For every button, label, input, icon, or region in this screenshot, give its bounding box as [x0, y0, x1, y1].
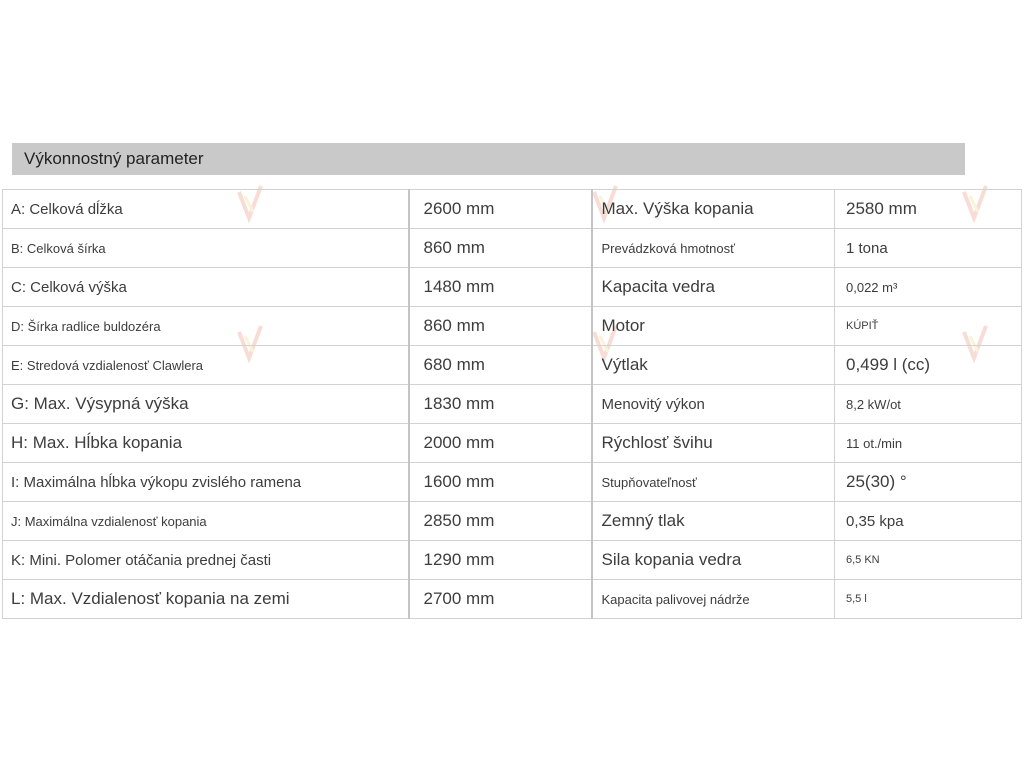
- right-label: Sila kopania vedra: [592, 541, 835, 580]
- right-label: Motor: [592, 307, 835, 346]
- left-value: 2600 mm: [409, 190, 592, 229]
- right-value: 6,5 KN: [835, 541, 1022, 580]
- left-value: 2700 mm: [409, 580, 592, 619]
- right-label: Výtlak: [592, 346, 835, 385]
- right-label: Rýchlosť švihu: [592, 424, 835, 463]
- right-label: Prevádzková hmotnosť: [592, 229, 835, 268]
- left-value: 680 mm: [409, 346, 592, 385]
- right-value: 8,2 kW/ot: [835, 385, 1022, 424]
- left-label: E: Stredová vzdialenosť Clawlera: [3, 346, 409, 385]
- table-row: [3, 346, 1022, 385]
- table-row: [3, 424, 1022, 463]
- table-row: [3, 502, 1022, 541]
- spec-table-container: [2, 189, 1021, 626]
- right-value: 1 tona: [835, 229, 1022, 268]
- left-value: 860 mm: [409, 307, 592, 346]
- right-label: Menovitý výkon: [592, 385, 835, 424]
- table-row: [3, 541, 1022, 580]
- right-value: KÚPIŤ: [835, 307, 1022, 346]
- right-value: 5,5 l: [835, 580, 1022, 619]
- table-row: [3, 229, 1022, 268]
- section-title: Výkonnostný parameter: [24, 149, 204, 168]
- table-row: [3, 307, 1022, 346]
- right-value: 0,499 l (cc): [835, 346, 1022, 385]
- right-value: 25(30) °: [835, 463, 1022, 502]
- left-value: 2850 mm: [409, 502, 592, 541]
- left-value: 1480 mm: [409, 268, 592, 307]
- left-label: B: Celková šírka: [3, 229, 409, 268]
- right-value: 0,35 kpa: [835, 502, 1022, 541]
- left-label: L: Max. Vzdialenosť kopania na zemi: [3, 580, 409, 619]
- left-label: D: Šírka radlice buldozéra: [3, 307, 409, 346]
- table-row: [3, 580, 1022, 619]
- left-value: 1290 mm: [409, 541, 592, 580]
- left-label: C: Celková výška: [3, 268, 409, 307]
- left-value: 1830 mm: [409, 385, 592, 424]
- table-row: [3, 268, 1022, 307]
- left-label: H: Max. Hĺbka kopania: [3, 424, 409, 463]
- left-label: J: Maximálna vzdialenosť kopania: [3, 502, 409, 541]
- section-header: [12, 143, 965, 175]
- table-row: [3, 190, 1022, 229]
- table-row: [3, 463, 1022, 502]
- left-label: G: Max. Výsypná výška: [3, 385, 409, 424]
- right-label: Kapacita vedra: [592, 268, 835, 307]
- right-label: Zemný tlak: [592, 502, 835, 541]
- right-label: Kapacita palivovej nádrže: [592, 580, 835, 619]
- right-value: 0,022 m³: [835, 268, 1022, 307]
- left-label: K: Mini. Polomer otáčania prednej časti: [3, 541, 409, 580]
- spec-table: [2, 189, 1022, 619]
- table-row: [3, 385, 1022, 424]
- right-label: Stupňovateľnosť: [592, 463, 835, 502]
- right-value: 2580 mm: [835, 190, 1022, 229]
- left-value: 1600 mm: [409, 463, 592, 502]
- left-label: A: Celková dĺžka: [3, 190, 409, 229]
- left-label: I: Maximálna hĺbka výkopu zvislého ramena: [3, 463, 409, 502]
- left-value: 860 mm: [409, 229, 592, 268]
- right-value: 11 ot./min: [835, 424, 1022, 463]
- left-value: 2000 mm: [409, 424, 592, 463]
- right-label: Max. Výška kopania: [592, 190, 835, 229]
